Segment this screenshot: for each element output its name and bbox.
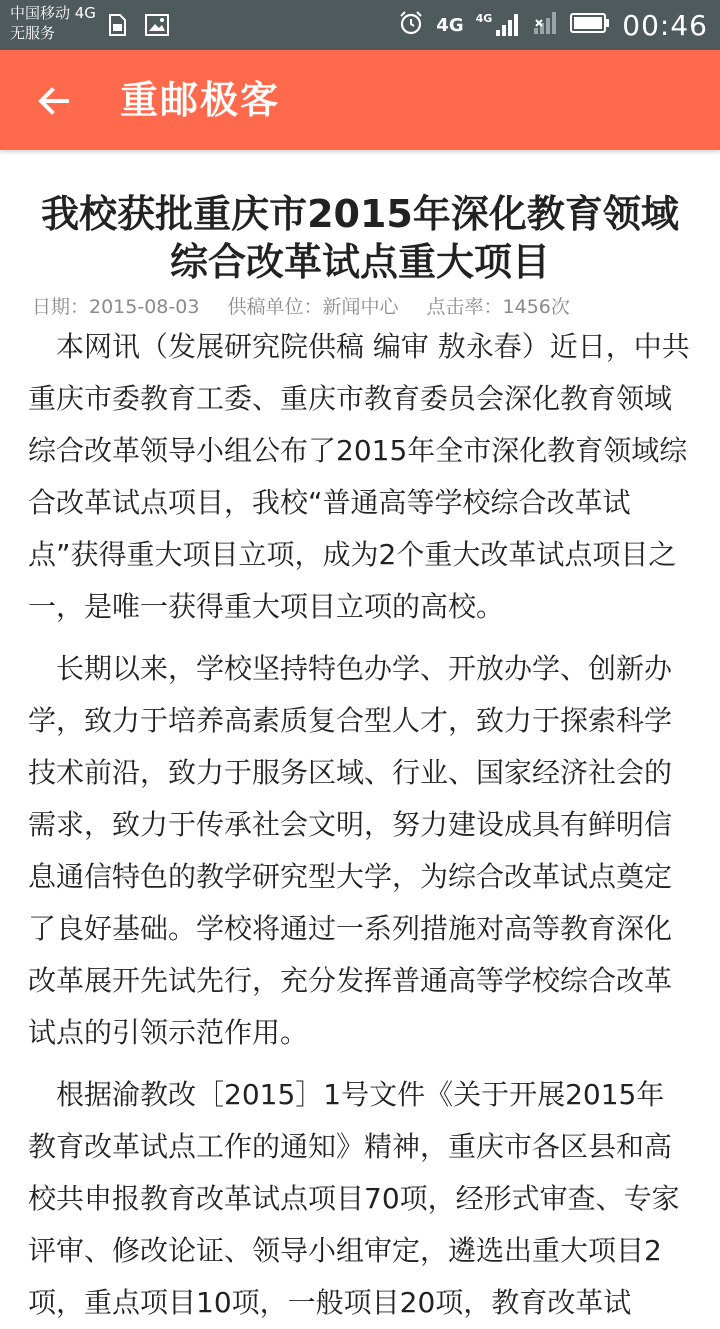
article-content[interactable]	[0, 150, 720, 1319]
carrier-info	[10, 3, 96, 43]
article-date: 日期：2015-08-03	[32, 296, 200, 318]
alarm-icon	[398, 10, 424, 40]
back-button[interactable]	[24, 76, 84, 126]
paragraph: 本网讯（发展研究院供稿 编审 敖永春）近日，中共重庆市委教育工委、重庆市教育委员会深化教育领域综合改革领导小组公布了2015年全市深化教育领域综合改革试点项目，我校“普通高等学校综合改革试点”获得重大项目立项，成为2个重大改革试点项目之一，是唯一获得重大项目立项的高校。	[28, 330, 690, 623]
arrow-left-icon	[34, 81, 74, 121]
article-source: 供稿单位：新闻中心	[227, 296, 399, 318]
system-status-icons	[398, 8, 708, 42]
article-title: 我校获批重庆市2015年深化教育领域综合改革试点重大项目	[41, 192, 679, 284]
service-status: 无服务	[10, 24, 56, 42]
carrier-name: 中国移动 4G	[10, 4, 96, 22]
no-signal-icon	[532, 10, 558, 40]
app-bar	[0, 50, 720, 150]
clock: 00:46	[622, 8, 708, 42]
status-bar	[0, 0, 720, 50]
network-type-4g-small: 4G	[475, 12, 493, 25]
notification-icons	[104, 12, 170, 42]
article-hits: 点击率：1456次	[426, 296, 570, 318]
paragraph: 长期以来，学校坚持特色办学、开放办学、创新办学，致力于培养高素质复合型人才，致力于探索科学技术前沿，致力于服务区域、行业、国家经济社会的需求，致力于传承社会文明，努力建设成具有鲜明信息通信特色的教学研究型大学，为综合改革试点奠定了良好基础。学校将通过一系列措施对高等教育深化改革展开先试先行，充分发挥普通高等学校综合改革试点的引领示范作用。	[28, 652, 673, 1049]
network-type-4g: 4G	[436, 14, 464, 36]
paragraph: 根据渝教改［2015］1号文件《关于开展2015年教育改革试点工作的通知》精神，重庆市各区县和高校共申报教育改革试点项目70项，经形式审查、专家评审、修改论证、领导小组审定，遴选出重大项目2项，重点项目10项，一般项目20项，教育改革试	[28, 1078, 680, 1319]
image-icon	[144, 12, 170, 42]
sim-storage-icon	[104, 12, 130, 42]
signal-icon	[476, 12, 521, 38]
battery-icon	[570, 12, 610, 38]
article-meta	[32, 292, 688, 319]
article-body	[28, 321, 692, 1329]
app-title: 重邮极客	[120, 78, 281, 122]
